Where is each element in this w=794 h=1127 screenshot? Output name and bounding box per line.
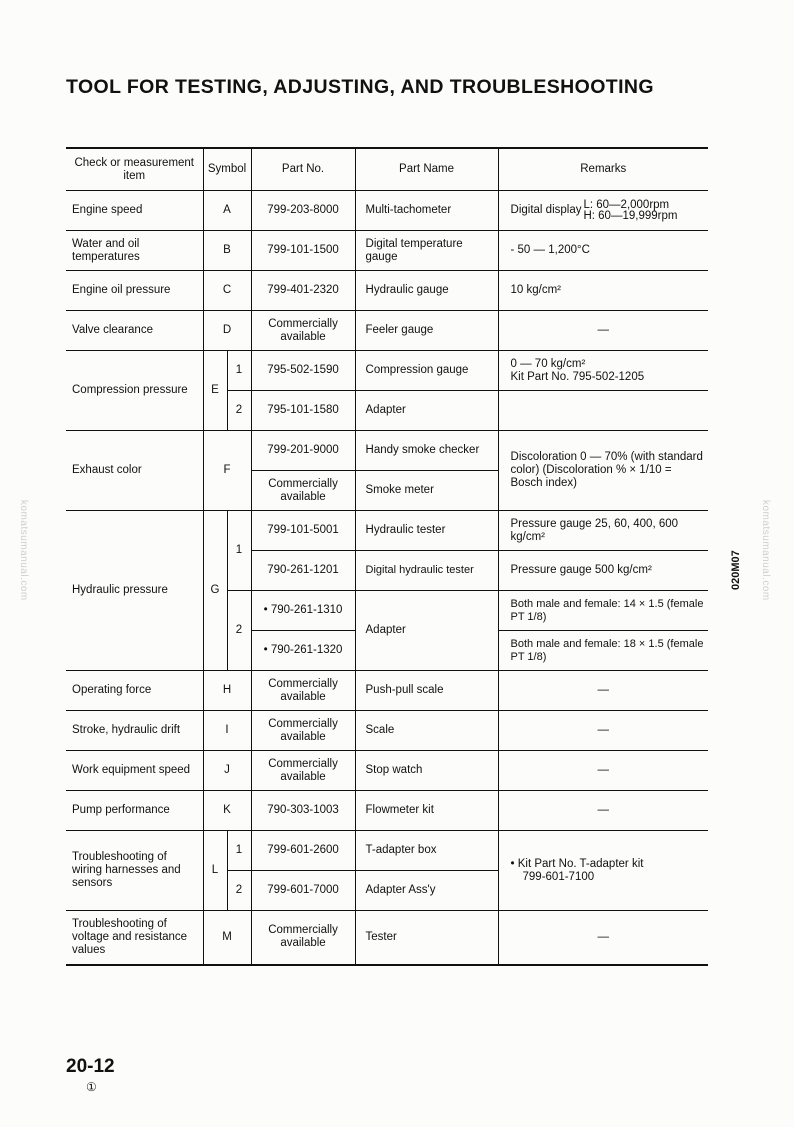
table-row: Commercially available Smoke meter	[66, 471, 708, 511]
revision-mark: ①	[86, 1080, 97, 1094]
table-header-row	[66, 148, 708, 191]
header-part-no: Part No.	[251, 148, 355, 191]
header-remarks: Remarks	[498, 148, 708, 191]
table-row: Water and oil temperatures B 799-101-1500 Digital temperature gauge - 50 — 1,200°C	[66, 231, 708, 271]
table-row: Compression pressure E 1 795-502-1590 Compression gauge 0 — 70 kg/cm² Kit Part No. 795-502-1205	[66, 351, 708, 391]
watermark-right: komatsumanual.com	[760, 500, 771, 601]
table-row: 790-261-1201 Digital hydraulic tester Pressure gauge 500 kg/cm²	[66, 551, 708, 591]
table-row: Stroke, hydraulic drift I Commercially available Scale —	[66, 711, 708, 751]
table-row: Engine oil pressure C 799-401-2320 Hydraulic gauge 10 kg/cm²	[66, 271, 708, 311]
table-row: Work equipment speed J Commercially available Stop watch —	[66, 751, 708, 791]
page-title: TOOL FOR TESTING, ADJUSTING, AND TROUBLESHOOTING	[66, 76, 654, 98]
watermark-left: komatsumanual.com	[18, 500, 29, 601]
table-row: Hydraulic pressure G 1 799-101-5001 Hydraulic tester Pressure gauge 25, 60, 400, 600 kg/cm²	[66, 511, 708, 551]
table-row: Operating force H Commercially available Push-pull scale —	[66, 671, 708, 711]
digital-display-remarks: Digital display L: 60—2,000rpm H: 60—19,999rpm	[510, 198, 678, 222]
header-item: Check or measurement item	[66, 148, 203, 191]
table-row: Pump performance K 790-303-1003 Flowmeter kit —	[66, 791, 708, 831]
table-row: 2 • 790-261-1310 Adapter Both male and female: 14 × 1.5 (female PT 1/8)	[66, 591, 708, 631]
table-row: 2 799-601-7000 Adapter Ass'y	[66, 871, 708, 911]
table-row: • 790-261-1320 Both male and female: 18 × 1.5 (female PT 1/8)	[66, 631, 708, 671]
header-part-name: Part Name	[355, 148, 498, 191]
side-code: 020M07	[730, 550, 742, 590]
page-number: 20-12	[66, 1056, 115, 1077]
tools-table	[66, 147, 708, 966]
table-row: 2 795-101-1580 Adapter	[66, 391, 708, 431]
table-row: Engine speed A 799-203-8000 Multi-tachometer Digital display L: 60—2,000rpm H: 60—19,999rpm	[66, 191, 708, 231]
table-row: Troubleshooting of voltage and resistance values M Commercially available Tester —	[66, 911, 708, 965]
table-row: Valve clearance D Commercially available Feeler gauge —	[66, 311, 708, 351]
header-symbol: Symbol	[203, 148, 251, 191]
table-row: Exhaust color F 799-201-9000 Handy smoke checker Discoloration 0 — 70% (with standard color) (Discoloration % × 1/10 = Bosch index)	[66, 431, 708, 471]
table-row: Troubleshooting of wiring harnesses and sensors L 1 799-601-2600 T-adapter box • Kit Part No. T-adapter kit 799-601-7100	[66, 831, 708, 871]
